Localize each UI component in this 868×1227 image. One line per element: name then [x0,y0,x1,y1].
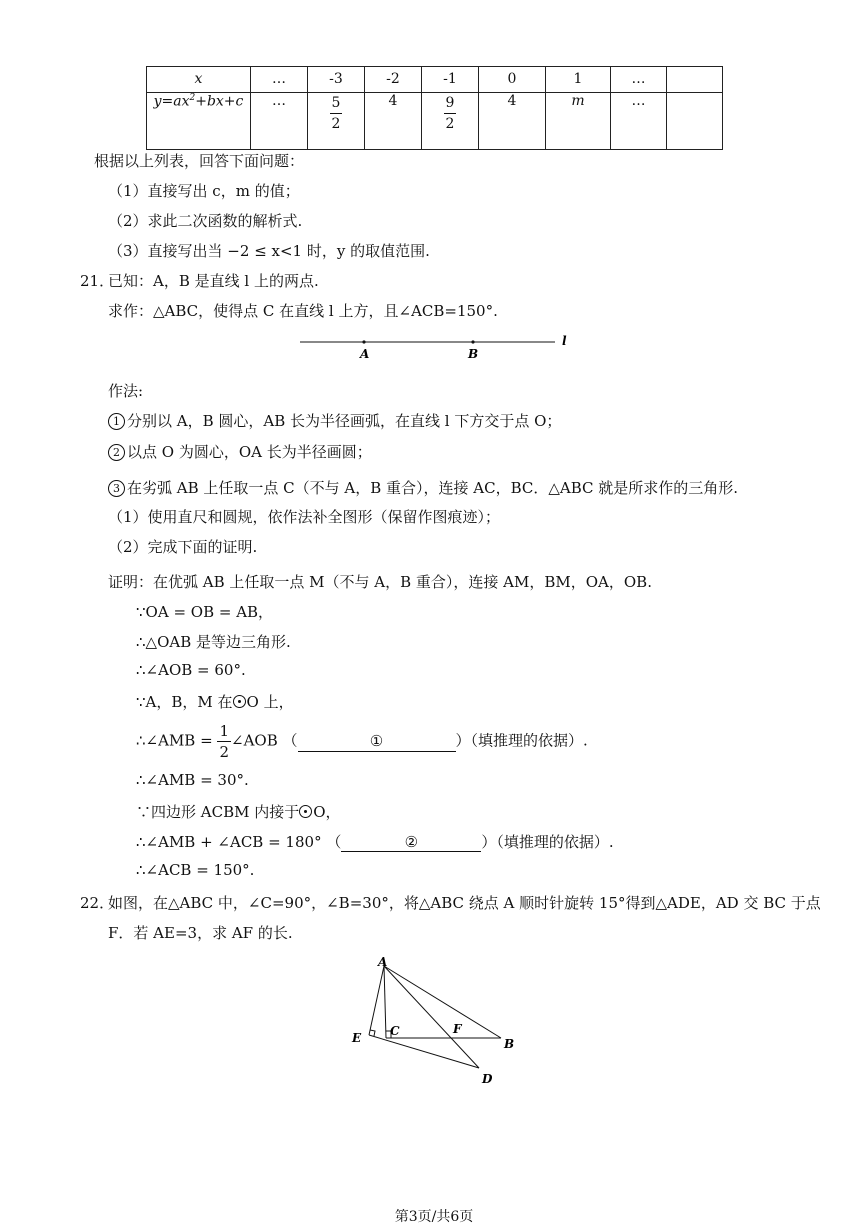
q21-sub2: （2）完成下面的证明. [108,538,258,556]
triangle-figure [345,952,530,1087]
proof-line: ∴∠ACB = 150°. [136,861,255,879]
table-cell: … [251,93,308,150]
circled-number: 2 [108,444,125,461]
q21-given: 已知：A，B 是直线 l 上的两点. [108,272,319,290]
value-table [146,66,723,150]
fraction: $\frac{9}{2}$ [445,95,455,132]
q20-intro: 根据以上列表，回答下面问题： [94,152,305,170]
table-cell: … [251,67,308,93]
method-step-3: 3 在劣弧 AB 上任取一点 C（不与 A，B 重合），连接 AC，BC．△ABC 就是所求作的三角形. [108,477,738,498]
table-cell [667,93,723,150]
page-footer: 第3页/共6页 [394,1209,474,1225]
table-row [147,93,723,150]
answer-blank-1[interactable]: ① [298,731,456,752]
q20-part2: （2）求此二次函数的解析式. [108,212,303,230]
q20-part3: （3）直接写出当 −2 ≤ x<1 时，y 的取值范围. [108,242,430,260]
segment-ad [384,966,479,1068]
table-cell: $y=ax^2+bx+c$ [147,93,251,150]
proof-line: ∴∠AMB = 30°. [136,771,249,789]
table-cell [667,67,723,93]
table-row [147,67,723,93]
answer-blank-2[interactable]: ② [341,833,481,852]
method-title: 作法: [108,382,144,400]
point-b [471,340,474,343]
proof-line: ∴∠AMB + ∠ACB = 180° （ ② ）（填推理的依据）. [136,833,614,851]
label-a: A [378,955,388,969]
proof-line: ∴∠AMB = $\frac{1}{2}$ ∠AOB （ ① ）（填推理的依据）. [136,722,588,761]
proof-intro: 证明：在优弧 AB 上任取一点 M（不与 A，B 重合），连接 AM，BM，OA，OB. [108,573,652,591]
q20-part1: （1）直接写出 c，m 的值； [108,182,300,200]
line-l-figure [290,328,590,364]
proof-line: ∵四边形 ACBM 内接于 O， [136,803,341,821]
circle-dot-icon [233,695,246,708]
q22-line2: F．若 AE=3，求 AF 的长. [108,924,293,942]
proof-line: ∴△OAB 是等边三角形. [136,633,291,651]
q22-number: 22． [80,894,115,912]
circled-number: 3 [108,480,125,497]
table-cell: x [147,67,251,93]
table-cell [308,93,365,150]
point-a [362,340,365,343]
table-cell: 1 [546,67,611,93]
segment-ab [384,966,501,1038]
table-cell: -3 [308,67,365,93]
q21-sub1: （1）使用直尺和圆规，依作法补全图形（保留作图痕迹）； [108,508,501,526]
circle-dot-icon [299,805,312,818]
method-step-2: 2 以点 O 为圆心，OA 长为半径画圆； [108,441,372,462]
q22-line1: 如图，在△ABC 中，∠C=90°，∠B=30°，将△ABC 绕点 A 顺时针旋转 15°得到△ADE，AD 交 BC 于点 [108,894,821,912]
table-cell: … [611,93,667,150]
circled-number: 1 [108,413,125,430]
segment-ac [384,966,386,1038]
segment-ae [369,966,384,1035]
table-cell: … [611,67,667,93]
table-cell: 0 [479,67,546,93]
label-c: C [390,1024,400,1038]
q21-number: 21． [80,272,115,290]
label-a: A [360,347,370,361]
table-cell: m [546,93,611,150]
label-l: l [562,334,567,348]
method-step-1: 1 分别以 A，B 圆心，AB 长为半径画弧，在直线 l 下方交于点 O； [108,410,561,431]
table-cell: -1 [422,67,479,93]
label-b: B [468,347,479,361]
proof-line: ∴∠AOB = 60°. [136,661,246,679]
label-e: E [352,1031,362,1045]
label-d: D [482,1072,493,1086]
table-cell: 4 [479,93,546,150]
segment-ed [369,1035,479,1068]
table-cell [422,93,479,150]
proof-line: ∵OA = OB = AB， [136,603,274,621]
table-cell: -2 [365,67,422,93]
label-f: F [453,1022,462,1036]
proof-line: ∵A，B，M 在 O 上， [136,693,294,711]
label-b: B [504,1037,515,1051]
fraction: $\frac{1}{2}$ [219,722,229,761]
fraction: $\frac{5}{2}$ [331,95,341,132]
q21-task: 求作：△ABC，使得点 C 在直线 l 上方，且∠ACB=150°. [108,302,498,320]
table-cell: 4 [365,93,422,150]
